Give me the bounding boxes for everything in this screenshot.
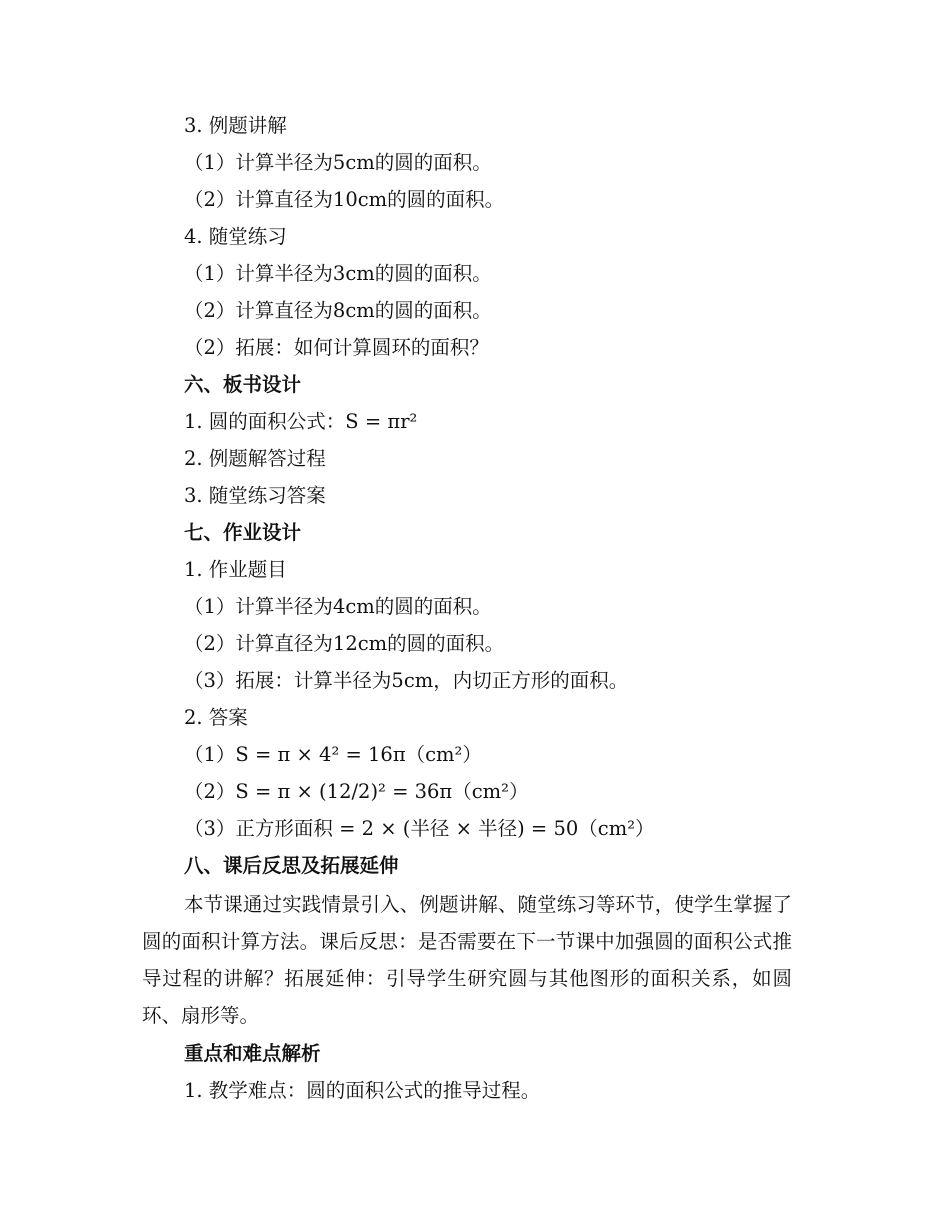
- homework-item-2: 2. 答案: [184, 706, 248, 729]
- board-item-1: 1. 圆的面积公式：S = πr²: [184, 410, 418, 433]
- answer-2: （2）S = π × (12/2)² = 36π（cm²）: [184, 780, 529, 803]
- homework-question-2: （2）计算直径为12cm的圆的面积。: [184, 632, 505, 655]
- practice-extension: （2）拓展：如何计算圆环的面积？: [184, 336, 489, 359]
- practice-2: （2）计算直径为8cm的圆的面积。: [184, 299, 492, 322]
- section-heading-key-points: 重点和难点解析: [184, 1042, 321, 1065]
- board-item-2: 2. 例题解答过程: [184, 447, 326, 470]
- practice-1: （1）计算半径为3cm的圆的面积。: [184, 262, 492, 285]
- section-heading-homework: 七、作业设计: [184, 521, 302, 544]
- reflection-paragraph: 本节课通过实践情景引入、例题讲解、随堂练习等环节，使学生掌握了圆的面积计算方法。课后反思：是否需要在下一节课中加强圆的面积公式推导过程的讲解？拓展延伸：引导学生研究圆与其他图形的面积关系，如圆环、扇形等。: [142, 893, 792, 1027]
- item-3-examples: 3. 例题讲解: [184, 114, 287, 137]
- answer-1: （1）S = π × 4² = 16π（cm²）: [184, 743, 482, 766]
- difficulty-item-1: 1. 教学难点：圆的面积公式的推导过程。: [184, 1079, 541, 1102]
- board-item-3: 3. 随堂练习答案: [184, 484, 326, 507]
- example-1: （1）计算半径为5cm的圆的面积。: [184, 151, 492, 174]
- section-heading-reflection: 八、课后反思及拓展延伸: [184, 854, 399, 877]
- answer-3: （3）正方形面积 = 2 × (半径 × 半径) = 50（cm²）: [184, 817, 655, 840]
- homework-question-1: （1）计算半径为4cm的圆的面积。: [184, 595, 492, 618]
- item-4-practice: 4. 随堂练习: [184, 225, 287, 248]
- homework-question-3: （3）拓展：计算半径为5cm，内切正方形的面积。: [184, 669, 629, 692]
- homework-item-1: 1. 作业题目: [184, 558, 287, 581]
- example-2: （2）计算直径为10cm的圆的面积。: [184, 188, 505, 211]
- section-heading-board-design: 六、板书设计: [184, 373, 302, 396]
